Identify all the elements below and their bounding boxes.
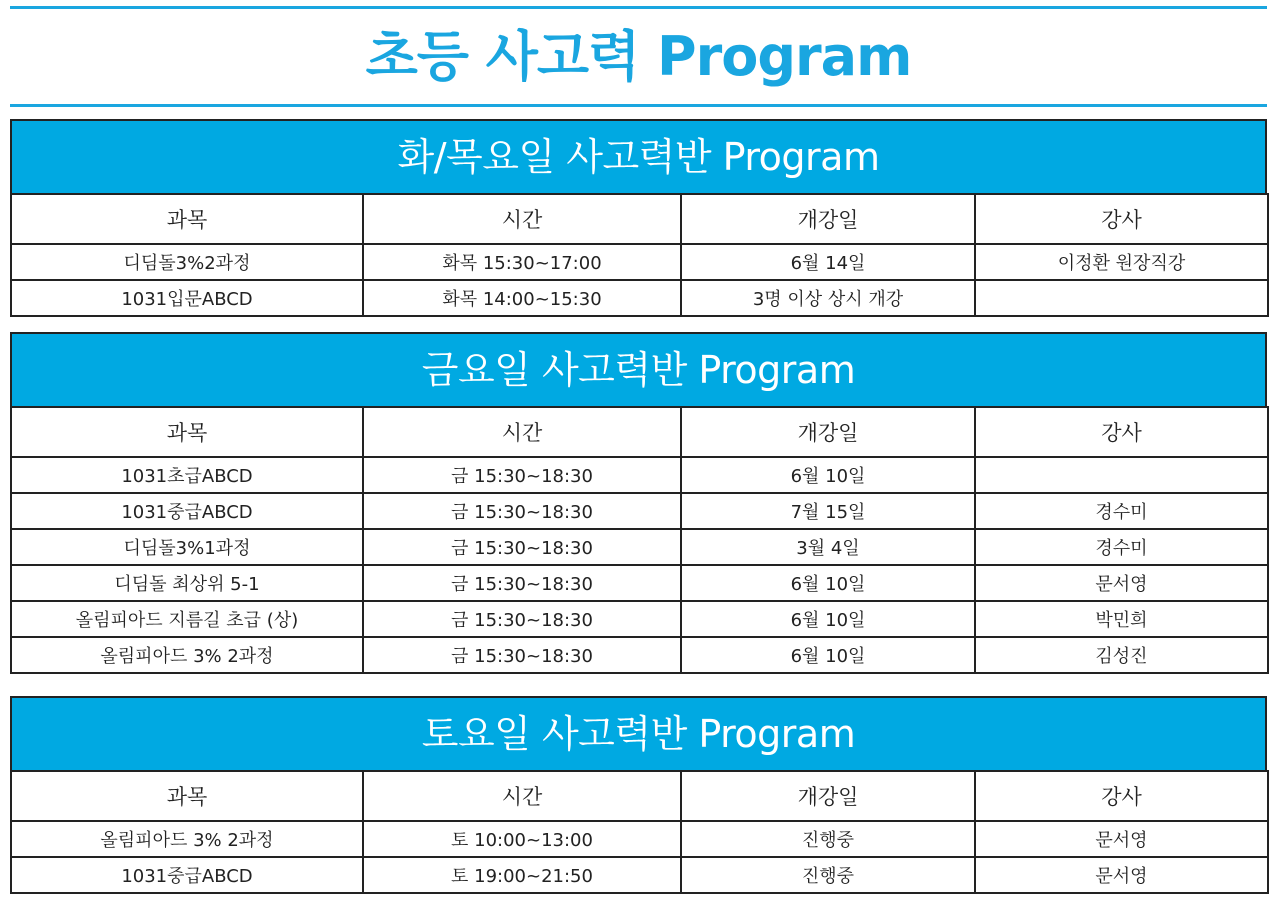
cell-time: 토 10:00~13:00 [363,821,681,857]
cell-start-date: 7월 15일 [681,493,975,529]
schedule-table [10,406,1269,674]
cell-start-date: 6월 10일 [681,601,975,637]
table-row [11,637,1268,673]
cell-time: 토 19:00~21:50 [363,857,681,893]
cell-time: 금 15:30~18:30 [363,637,681,673]
table-header-row [11,771,1268,821]
cell-subject: 올림피아드 지름길 초급 (상) [11,601,363,637]
section-heading: 토요일 사고력반 Program [10,696,1267,770]
cell-instructor [975,457,1268,493]
col-header-start-date: 개강일 [681,194,975,244]
cell-subject: 1031입문ABCD [11,280,363,316]
cell-subject: 1031초급ABCD [11,457,363,493]
col-header-start-date: 개강일 [681,407,975,457]
cell-time: 화목 15:30~17:00 [363,244,681,280]
table-row [11,601,1268,637]
cell-start-date: 6월 10일 [681,637,975,673]
top-rule [10,6,1267,9]
col-header-time: 시간 [363,407,681,457]
cell-subject: 1031중급ABCD [11,493,363,529]
cell-subject: 1031중급ABCD [11,857,363,893]
cell-start-date: 6월 14일 [681,244,975,280]
page-title: 초등 사고력 Program [365,25,912,88]
table-row [11,821,1268,857]
cell-instructor: 문서영 [975,565,1268,601]
cell-start-date: 6월 10일 [681,457,975,493]
cell-instructor: 경수미 [975,493,1268,529]
col-header-subject: 과목 [11,771,363,821]
cell-time: 금 15:30~18:30 [363,529,681,565]
col-header-time: 시간 [363,771,681,821]
table-row [11,565,1268,601]
cell-start-date: 3월 4일 [681,529,975,565]
section-heading: 금요일 사고력반 Program [10,332,1267,406]
col-header-instructor: 강사 [975,407,1268,457]
cell-instructor [975,280,1268,316]
cell-instructor: 경수미 [975,529,1268,565]
col-header-instructor: 강사 [975,771,1268,821]
cell-instructor: 문서영 [975,821,1268,857]
table-row [11,529,1268,565]
col-header-instructor: 강사 [975,194,1268,244]
section-sat [10,696,1267,894]
cell-instructor: 김성진 [975,637,1268,673]
schedule-table [10,770,1269,894]
schedule-table [10,193,1269,317]
table-header-row [11,407,1268,457]
col-header-time: 시간 [363,194,681,244]
cell-subject: 디딤돌3%1과정 [11,529,363,565]
title-underline [10,104,1267,107]
cell-subject: 디딤돌 최상위 5-1 [11,565,363,601]
cell-subject: 올림피아드 3% 2과정 [11,637,363,673]
cell-time: 화목 14:00~15:30 [363,280,681,316]
section-heading: 화/목요일 사고력반 Program [10,119,1267,193]
cell-instructor: 이정환 원장직강 [975,244,1268,280]
col-header-subject: 과목 [11,194,363,244]
cell-start-date: 6월 10일 [681,565,975,601]
col-header-subject: 과목 [11,407,363,457]
table-row [11,280,1268,316]
table-row [11,244,1268,280]
table-header-row [11,194,1268,244]
cell-time: 금 15:30~18:30 [363,457,681,493]
table-row [11,857,1268,893]
table-row [11,493,1268,529]
cell-start-date: 진행중 [681,857,975,893]
cell-start-date: 3명 이상 상시 개강 [681,280,975,316]
cell-time: 금 15:30~18:30 [363,493,681,529]
cell-instructor: 박민희 [975,601,1268,637]
table-row [11,457,1268,493]
cell-time: 금 15:30~18:30 [363,601,681,637]
cell-subject: 올림피아드 3% 2과정 [11,821,363,857]
section-tue-thu [10,119,1267,317]
section-fri [10,332,1267,674]
cell-time: 금 15:30~18:30 [363,565,681,601]
cell-start-date: 진행중 [681,821,975,857]
cell-instructor: 문서영 [975,857,1268,893]
col-header-start-date: 개강일 [681,771,975,821]
cell-subject: 디딤돌3%2과정 [11,244,363,280]
